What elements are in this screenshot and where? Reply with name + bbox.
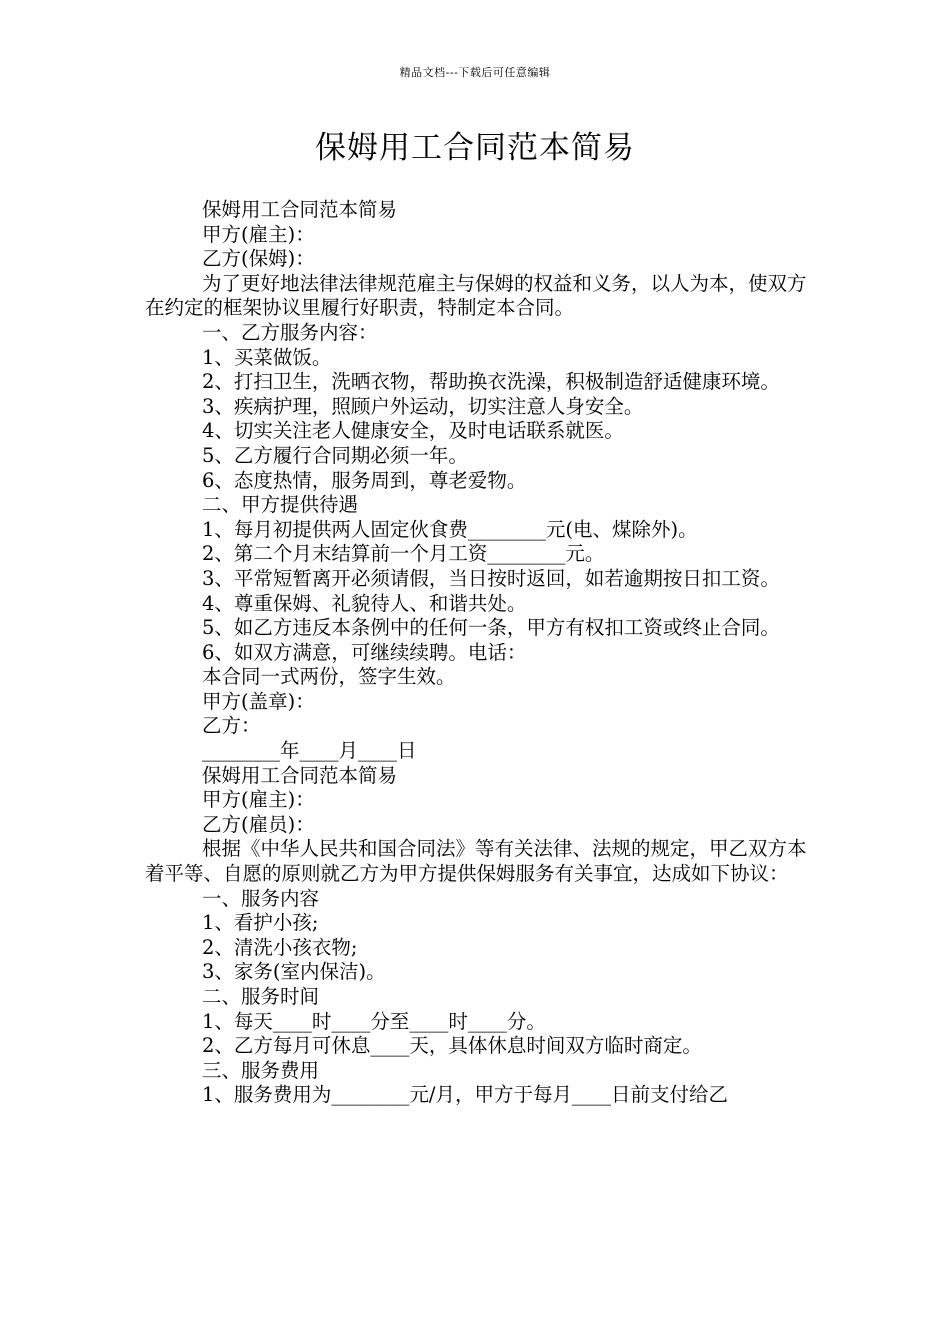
paragraph: 6、如双方满意，可继续续聘。电话： — [202, 640, 527, 664]
paragraph: 1、每月初提供两人固定伙食费________元(电、煤除外)。 — [202, 517, 698, 541]
paragraph: 2、清洗小孩衣物; — [202, 935, 358, 959]
paragraph: 1、看护小孩; — [202, 911, 319, 935]
paragraph: 4、尊重保姆、礼貌待人、和谐共处。 — [202, 591, 527, 615]
paragraph: 3、疾病护理，照顾户外运动，切实注意人身安全。 — [202, 394, 644, 418]
paragraph: 5、如乙方违反本条例中的任何一条，甲方有权扣工资或终止合同。 — [202, 616, 780, 640]
paragraph: 一、服务内容 — [202, 886, 320, 910]
paragraph: 3、家务(室内保洁)。 — [202, 960, 386, 984]
paragraph: 1、每天____时____分至____时____分。 — [202, 1009, 546, 1033]
paragraph: 本合同一式两份，签字生效。 — [202, 665, 456, 689]
paragraph: 5、乙方履行合同期必须一年。 — [202, 443, 468, 467]
paragraph: 1、服务费用为________元/月，甲方于每月____日前支付给乙 — [202, 1083, 728, 1107]
paragraph: 2、乙方每月可休息____天，具体休息时间双方临时商定。 — [202, 1034, 702, 1058]
paragraph: 1、买菜做饭。 — [202, 345, 332, 369]
paragraph: 乙方(保姆)： — [202, 247, 315, 271]
paragraph: 为了更好地法律法律规范雇主与保姆的权益和义务，以人为本，使双方在约定的框架协议里履行好职责，特制定本合同。 — [145, 271, 807, 320]
paragraph: 保姆用工合同范本简易 — [202, 763, 398, 787]
paragraph: ________年____月____日 — [202, 739, 417, 763]
paragraph: 二、甲方提供待遇 — [202, 493, 359, 517]
document-title: 保姆用工合同范本简易 — [315, 130, 635, 166]
paragraph: 甲方(雇主)： — [202, 788, 315, 812]
paragraph: 二、服务时间 — [202, 985, 320, 1008]
paragraph: 三、服务费用 — [202, 1058, 320, 1082]
paragraph: 保姆用工合同范本简易 — [202, 198, 398, 221]
header-note: 精品文档---下载后可任意编辑 — [399, 66, 551, 79]
paragraph: 一、乙方服务内容： — [202, 320, 378, 344]
paragraph: 4、切实关注老人健康安全，及时电话联系就医。 — [202, 419, 624, 443]
paragraph: 乙方(雇员)： — [202, 812, 315, 836]
paragraph: 乙方： — [202, 714, 261, 738]
paragraph: 根据《中华人民共和国合同法》等有关法律、法规的规定，甲乙双方本着平等、自愿的原则就乙方为甲方提供保姆服务有关事宜，达成如下协议： — [145, 837, 807, 886]
paragraph: 2、打扫卫生，洗晒衣物，帮助换衣洗澡，积极制造舒适健康环境。 — [202, 370, 780, 394]
paragraph: 6、态度热情，服务周到，尊老爱物。 — [202, 468, 527, 492]
paragraph: 甲方(盖章)： — [202, 689, 315, 713]
paragraph: 2、第二个月末结算前一个月工资________元。 — [202, 542, 605, 566]
paragraph: 甲方(雇主)： — [202, 222, 315, 246]
document-body — [145, 198, 810, 1108]
paragraph: 3、平常短暂离开必须请假，当日按时返回，如若逾期按日扣工资。 — [202, 566, 780, 590]
